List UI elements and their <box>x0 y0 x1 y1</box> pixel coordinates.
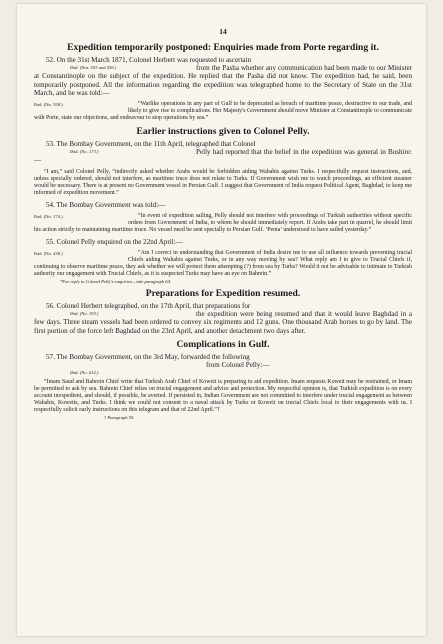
page-number: 14 <box>219 27 227 36</box>
document-page <box>17 4 426 636</box>
quote-text: “I am,” said Colonel Pelly, “indirectly asked whether Arabs would be forbidden aiding Wahabis against Turks. I respectfully request instructions, and, unless specially ordered, should not interfere, as maritime truce does not relate to Turks. If Government wish me to watch proceedings, an efficient steamer would be necessary. There is at present no Government vessel in Persian Gulf. I suggest that Government of India request Political Agent, Baghdad, to keep me informed of expedition movement.” <box>34 168 412 196</box>
paragraph-lead: Colonel Herbert telegraphed, on the 17th April, that preparations for <box>56 302 251 311</box>
margin-reference: Ibid. (No. 174.) <box>34 213 63 219</box>
section-heading-preparations-resumed: Preparations for Expedition resumed. <box>145 288 301 300</box>
paragraph-57 <box>34 353 412 375</box>
quote-block <box>34 169 412 197</box>
margin-reference: Ibid. (No. 612.) <box>70 370 99 376</box>
margin-reference: Ibid. (No. 558.) <box>34 102 63 108</box>
paragraph-55 <box>34 238 412 246</box>
page-content <box>34 27 412 424</box>
paragraph-lead: On the 31st March 1871, Colonel Herbert was requested to ascertain <box>56 56 252 64</box>
paragraph-text: Pelly had reported that the belief in the expedition was general in Bushire:— <box>34 148 412 165</box>
quote-block <box>34 250 412 284</box>
paragraph-lead: The Bombay Government, on the 11th April, telegraphed that Colonel <box>56 140 256 149</box>
footnote: † Paragraph 55. <box>104 415 135 421</box>
paragraph-52 <box>34 56 412 97</box>
paragraph-text: The Bombay Government was told:— <box>56 200 166 209</box>
footnote: *For reply to Colonel Pelly's enquiries—vide paragraph 64. <box>60 279 172 285</box>
section-heading-expedition-postponed: Expedition temporarily postponed: Enquiries made from Porte regarding it. <box>67 42 379 53</box>
paragraph-text: the expedition were being resumed and that it would leave Baghdad in a few days. Three steam vessels had been ordered to convey six regiments and 12 guns. One thousand Arab horses to go by land. The first portion of the force left Baghdad on the 23rd April, and another detachment two days after. <box>34 310 412 335</box>
paragraph-number: 57. <box>46 352 55 361</box>
paragraph-53 <box>34 140 412 165</box>
paragraph-number: 52. <box>46 56 55 64</box>
paragraph-number: 55. <box>46 237 55 246</box>
quote-text: “Am I correct in understanding that Government of India desire me to use all influence towards preventing trucial Chiefs aiding Wahabis against Turks, or in any way moving by sea? What reply am I to give to Trucial Chiefs if, continuing to observe maritime peace, they ask whether we will protect them attempting (?) from sea by Turks? Would it not be advisable to intimate to Turkish authority our engagement with Trucial Chiefs, as it is suspected Turks may have an eye on Bahrein.” <box>34 250 412 278</box>
margin-reference: Ibid. (No. 193.) <box>70 311 99 317</box>
paragraph-54 <box>34 201 412 209</box>
quote-block <box>34 379 412 420</box>
paragraph-text: from Colonel Pelly:— <box>206 361 270 370</box>
paragraph-number: 54. <box>46 200 55 209</box>
paragraph-56 <box>34 302 412 335</box>
margin-reference: Ibid. (Nos. 553 and 556.) <box>70 65 117 71</box>
margin-reference: Ibid. (No. 173.) <box>70 149 99 155</box>
section-heading-complications: Complications in Gulf. <box>176 338 270 350</box>
paragraph-number: 56. <box>46 302 55 311</box>
quote-block <box>34 213 412 234</box>
quote-text: “In event of expedition sailing, Pelly should not interfere with proceedings of Turkish authorities without specific orders from Government of India, to whom he should immediately report. If Arabs take part in quarrel, he should limit his action strictly to maintaining maritime truce. No vessel need be sent specially to Persian Gulf. ‘Penta’ understood to have sailed yesterday.” <box>34 212 412 233</box>
paragraph-text: Colonel Pelly enquired on the 22nd April:— <box>56 237 183 246</box>
paragraph-number: 53. <box>46 140 55 149</box>
paragraph-text: from the Pasha whether any communication had been made to our Minister at Constantinople on the subject of the expedition. He replied that the Pasha did not know. The expedition had, he said, been temporarily postponed. All the information regarding the expedition was telegraphed home to the Secretary of State on the 31st March, and he was told:— <box>34 64 412 97</box>
margin-reference: Ibid. (No. 430.) <box>34 251 63 257</box>
quote-text: “Imam Saud and Bahrein Chief write that Turkish Arab Chief of Koweit is preparing to aid expedition. Imam requests Koweit may be restrained, or Imam be permitted to ask by sea. Bahrein Chief relies on trucial engagement and advice and protection. My respectful opinion is, that Turkish expedition is on every account inexpedient, and should, if possible, be averted. If persisted in, Indian Government are not committed to interfere under trucial engagement as between Wahabis, Koweits, and Turks. I think we could not consent to a naval attack by Turks or Koweit on trucial Chiefs local to their engagements with us. I respectfully solicit early instructions on this telegram and that of 22nd April.”† <box>34 379 412 414</box>
quote-text: “Warlike operations in any part of Gulf to be deprecated as breach of maritime peace, destructive to our trade, and likely to give rise to complications. Her Majesty's Government should move Minister at Constantinople to communicate with Porte, state our objections, and endeavour to stop operations by sea.” <box>34 101 412 122</box>
section-heading-earlier-instructions: Earlier instructions given to Colonel Pelly. <box>136 126 310 138</box>
quote-block <box>34 101 412 122</box>
paragraph-lead: The Bombay Government, on the 3rd May, forwarded the following <box>56 352 250 361</box>
